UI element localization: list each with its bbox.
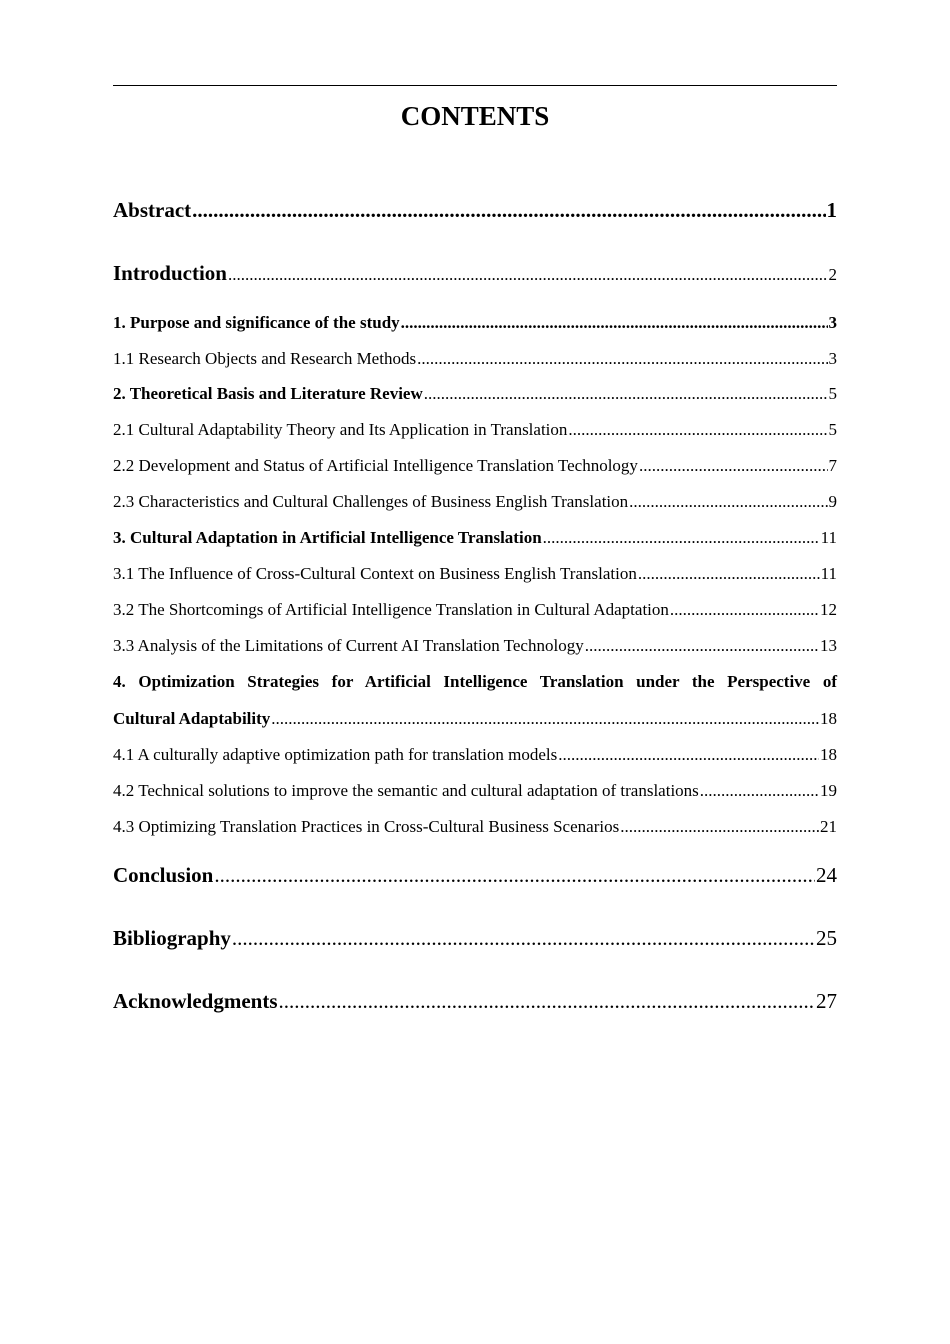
dot-leader	[670, 600, 819, 620]
toc-entry-label: Abstract	[113, 198, 192, 222]
toc-page-number: 11	[820, 528, 837, 547]
toc-entry-label: 3. Cultural Adaptation in Artificial Intelligence Translation	[113, 528, 542, 547]
dot-leader	[424, 384, 828, 404]
toc-page-number: 9	[828, 492, 837, 511]
toc-entry-section-4-3[interactable]	[113, 817, 837, 837]
toc-page-number: 5	[828, 420, 837, 439]
toc-entry-abstract[interactable]	[113, 198, 837, 222]
toc-entry-section-3-1[interactable]	[113, 564, 837, 584]
toc-entry-section-2[interactable]	[113, 384, 837, 404]
toc-page-number: 21	[820, 817, 837, 836]
toc-page-number: 3	[828, 349, 837, 368]
toc-entry-label: Acknowledgments	[113, 989, 278, 1013]
toc-entry-label: Introduction	[113, 261, 227, 285]
dot-leader	[700, 781, 819, 801]
dot-leader	[228, 265, 828, 285]
toc-page-number: 11	[820, 564, 837, 583]
toc-entry-section-2-2[interactable]	[113, 456, 837, 476]
toc-page-number: 3	[828, 313, 837, 332]
toc-entry-label	[113, 384, 423, 404]
toc-entry-label: 1.1 Research Objects and Research Methods	[113, 349, 417, 368]
toc-entry-section-4[interactable]	[113, 709, 837, 729]
toc-entry-label: Conclusion	[113, 863, 214, 887]
toc-entry-label: 4.2 Technical solutions to improve the semantic and cultural adaptation of translations	[113, 781, 699, 800]
toc-entry-section-4-2[interactable]	[113, 781, 837, 801]
toc-page-number: 18	[820, 745, 837, 764]
dot-leader	[568, 420, 827, 440]
toc-page-number: 5	[828, 384, 837, 403]
toc-page-number: 2	[828, 265, 837, 284]
toc-entry-title: . Theoretical Basis and Literature Review	[121, 384, 423, 403]
toc-page-number: 18	[820, 709, 837, 728]
toc-page-number: 27	[816, 989, 837, 1013]
toc-entry-label: 4.1 A culturally adaptive optimization path for translation models	[113, 745, 558, 764]
dot-leader	[271, 709, 819, 729]
toc-entry-section-1[interactable]	[113, 313, 837, 333]
toc-page-number: 12	[820, 600, 837, 619]
toc-entry-introduction[interactable]	[113, 261, 837, 285]
toc-page-number: 24	[816, 863, 837, 887]
toc-entry-section-3[interactable]	[113, 528, 837, 548]
dot-leader	[279, 989, 815, 1013]
toc-entry-label: Cultural Adaptability	[113, 709, 271, 728]
toc-page-number: 13	[820, 636, 837, 655]
toc-entry-acknowledgments[interactable]	[113, 989, 837, 1013]
toc-entry-label: 2.1 Cultural Adaptability Theory and Its Application in Translation	[113, 420, 568, 439]
toc-page-number: 19	[820, 781, 837, 800]
dot-leader	[543, 528, 820, 548]
toc-entry-label: 3.2 The Shortcomings of Artificial Intelligence Translation in Cultural Adaptation	[113, 600, 669, 619]
toc-entry-bibliography[interactable]	[113, 926, 837, 950]
toc-page-number: 7	[828, 456, 837, 475]
dot-leader	[585, 636, 819, 656]
toc-page-number: 1	[826, 198, 837, 222]
dot-leader	[629, 492, 827, 512]
toc-entry-label: 3.3 Analysis of the Limitations of Current AI Translation Technology	[113, 636, 584, 655]
toc-entry-label: 1. Purpose and significance of the study	[113, 313, 400, 332]
toc-entry-label: 2.3 Characteristics and Cultural Challenges of Business English Translation	[113, 492, 629, 511]
dot-leader	[639, 456, 828, 476]
toc-page-number: 25	[816, 926, 837, 950]
dot-leader	[214, 863, 815, 887]
dot-leader	[401, 313, 828, 333]
dot-leader	[192, 198, 825, 222]
dot-leader	[417, 349, 827, 369]
toc-entry-conclusion[interactable]	[113, 863, 837, 887]
toc-entry-section-4-line1[interactable]: 4. Optimization Strategies for Artificial Intelligence Translation under the Perspective of	[113, 672, 837, 691]
dot-leader	[558, 745, 819, 765]
toc-entry-section-2-1[interactable]	[113, 420, 837, 440]
dot-leader	[638, 564, 820, 584]
page-title: CONTENTS	[400, 101, 550, 131]
toc-entry-section-1-1[interactable]	[113, 349, 837, 369]
header-rule	[113, 85, 837, 86]
toc-entry-section-2-3[interactable]	[113, 492, 837, 512]
toc-entry-label: 2.2 Development and Status of Artificial Intelligence Translation Technology	[113, 456, 638, 475]
toc-entry-label: Bibliography	[113, 926, 231, 950]
dot-leader	[232, 926, 815, 950]
toc-entry-label: 3.1 The Influence of Cross-Cultural Context on Business English Translation	[113, 564, 637, 583]
toc-entry-section-4-1[interactable]	[113, 745, 837, 765]
dot-leader	[620, 817, 819, 837]
toc-entry-number: 2	[113, 384, 122, 403]
toc-entry-section-3-2[interactable]	[113, 600, 837, 620]
toc-entry-label: 4.3 Optimizing Translation Practices in Cross-Cultural Business Scenarios	[113, 817, 620, 836]
toc-entry-section-3-3[interactable]	[113, 636, 837, 656]
